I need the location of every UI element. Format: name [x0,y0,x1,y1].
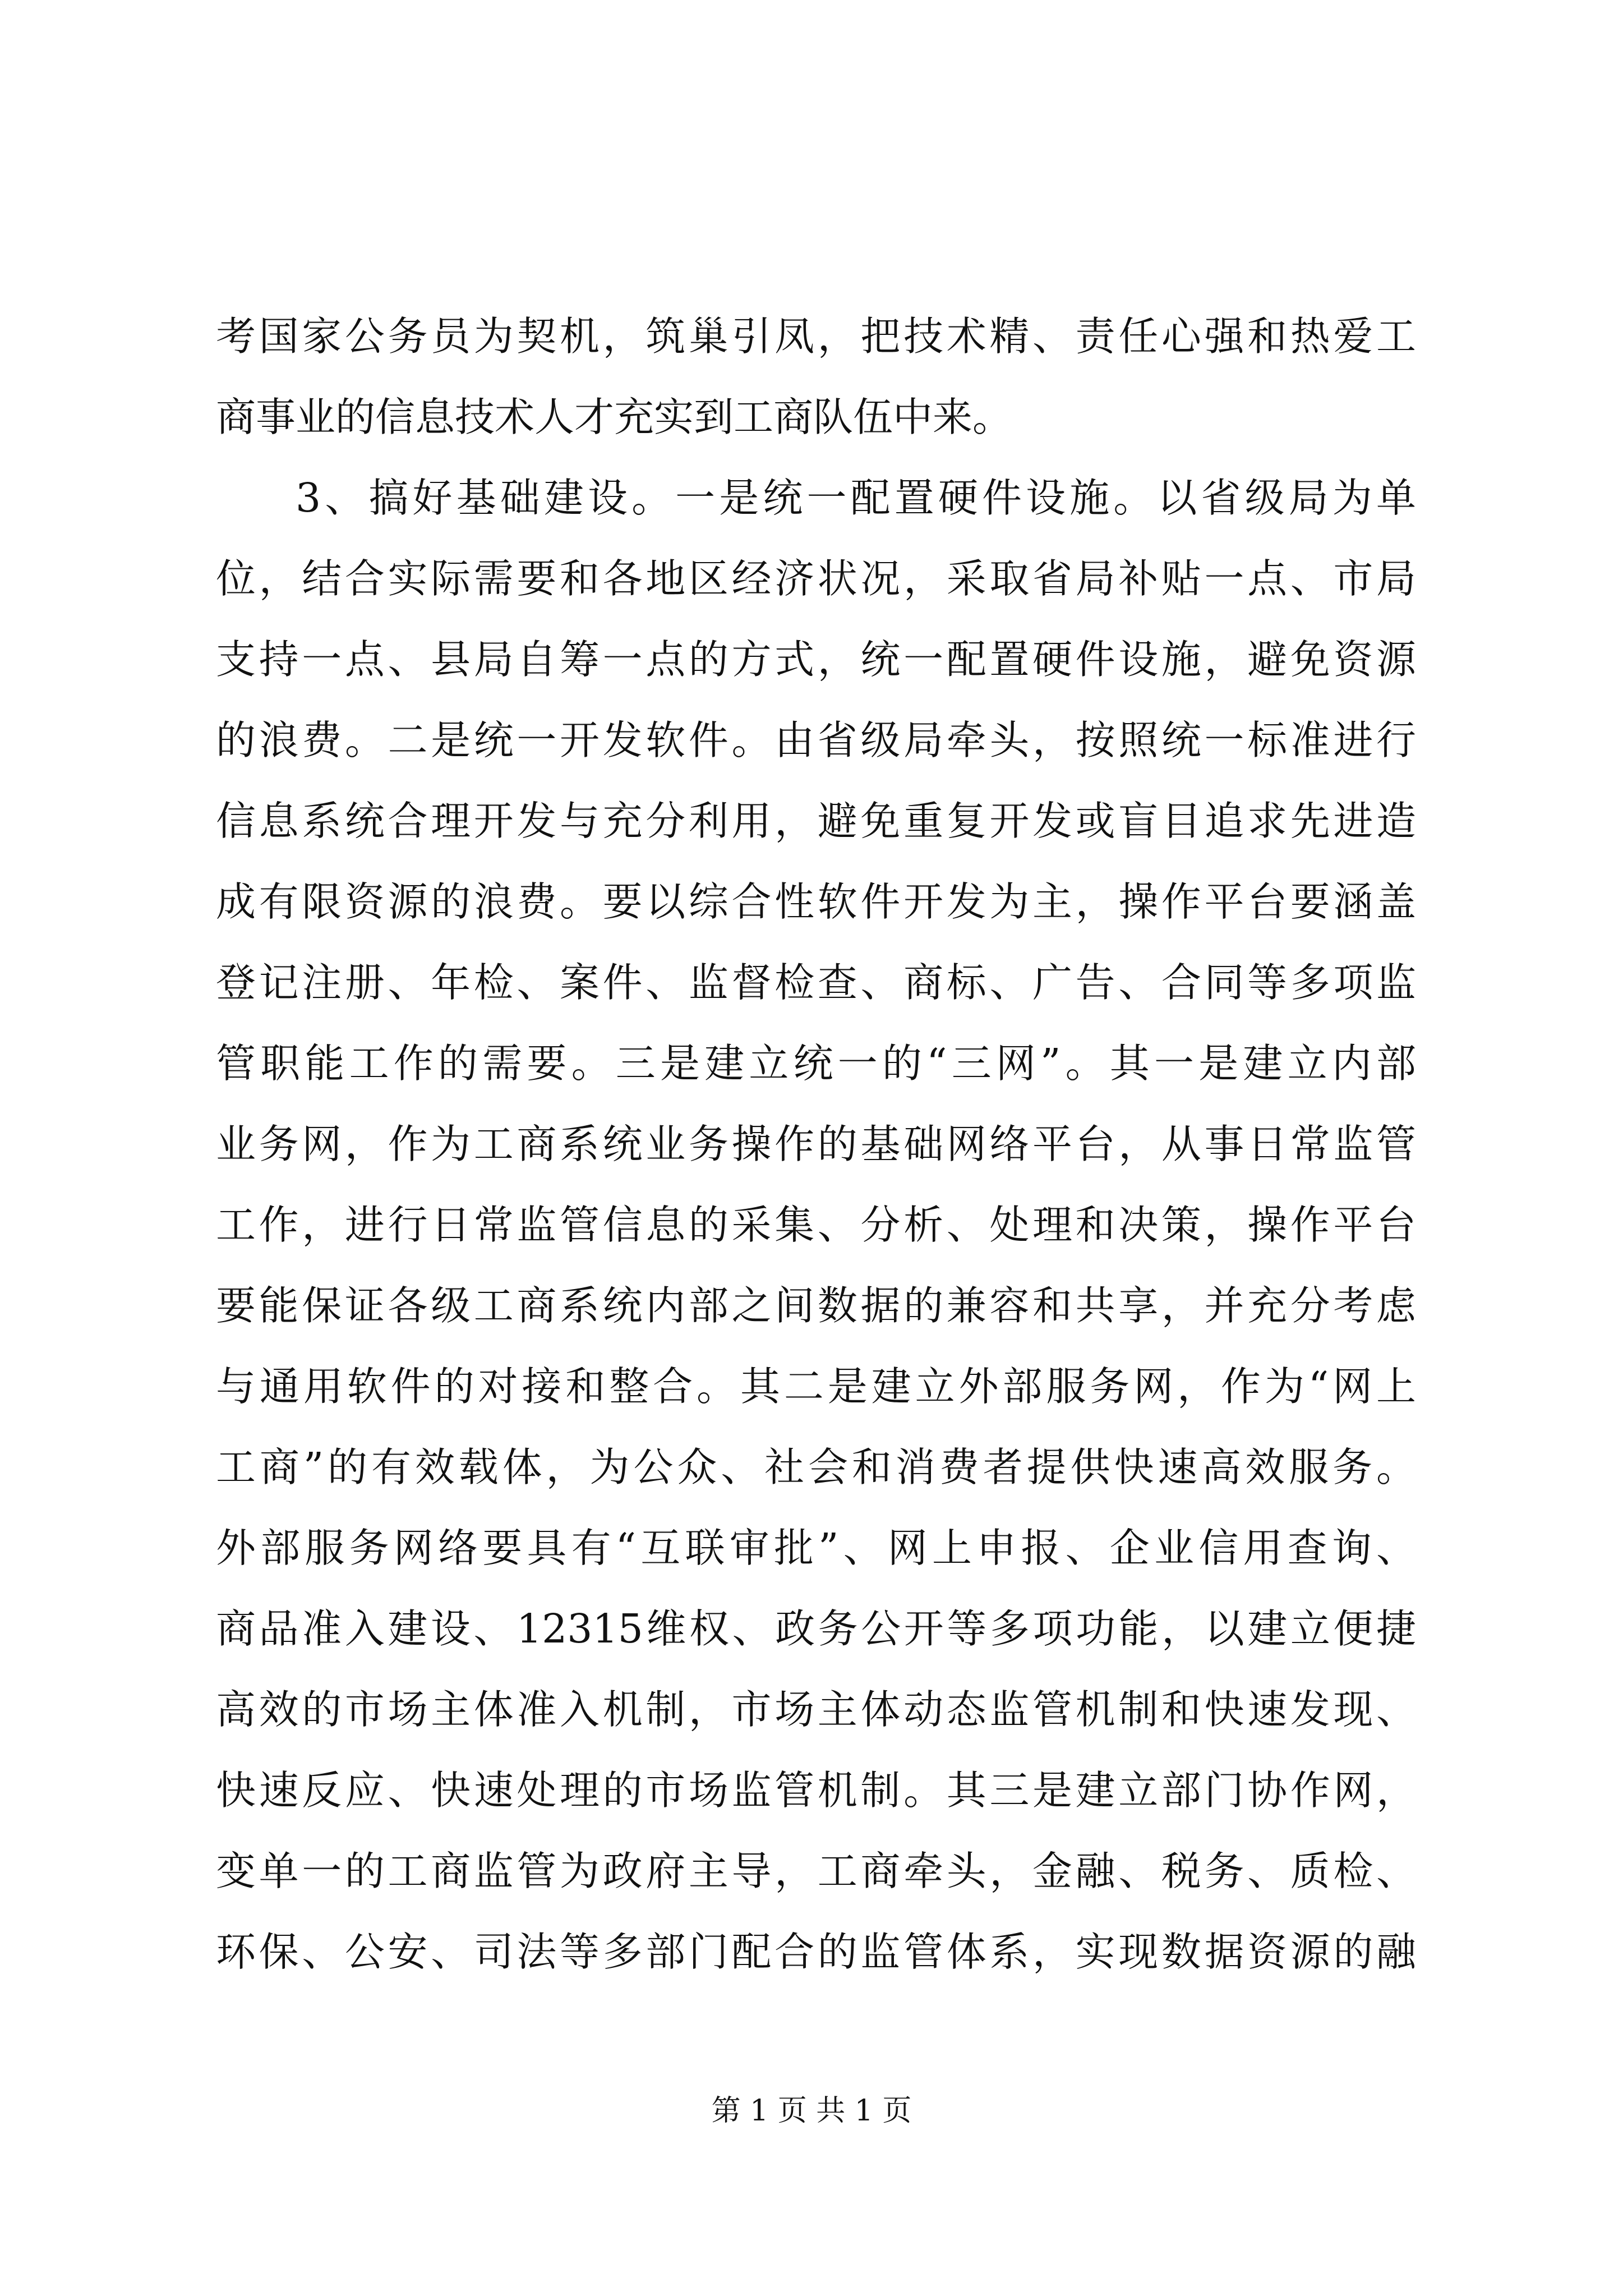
text-line: 3、搞好基础建设。一是统一配置硬件设施。以省级局为单 [296,475,1416,521]
text-line: 环保、公安、司法等多部门配合的监管体系，实现数据资源的融 [216,1929,1416,1975]
text-line: 成有限资源的浪费。要以综合性软件开发为主，操作平台要涵盖 [216,878,1416,925]
text-line: 要能保证各级工商系统内部之间数据的兼容和共享，并充分考虑 [216,1282,1416,1329]
text-line: 管职能工作的需要。三是建立统一的“三网”。其一是建立内部 [216,1040,1416,1087]
page-footer [0,2091,1623,2131]
text-line: 高效的市场主体准入机制，市场主体动态监管机制和快速发现、 [216,1686,1416,1733]
body-text [216,296,1416,1993]
text-line: 登记注册、年检、案件、监督检查、商标、广告、合同等多项监 [216,959,1416,1006]
text-line: 的浪费。二是统一开发软件。由省级局牵头，按照统一标准进行 [216,717,1416,763]
text-line: 位，结合实际需要和各地区经济状况，采取省局补贴一点、市局 [216,555,1416,602]
text-line: 业务网，作为工商系统业务操作的基础网络平台，从事日常监管 [216,1121,1416,1167]
text-line: 快速反应、快速处理的市场监管机制。其三是建立部门协作网， [216,1767,1416,1814]
text-line: 信息系统合理开发与充分利用，避免重复开发或盲目追求先进造 [216,798,1416,844]
text-line: 商事业的信息技术人才充实到工商队伍中来。 [216,394,1013,440]
text-line: 考国家公务员为契机，筑巢引凤，把技术精、责任心强和热爱工 [216,313,1416,360]
text-line: 外部服务网络要具有“互联审批”、网上申报、企业信用查询、 [216,1525,1416,1571]
text-line: 工商”的有效载体，为公众、社会和消费者提供快速高效服务。 [216,1444,1416,1490]
text-line: 商品准入建设、12315维权、政务公开等多项功能，以建立便捷 [216,1605,1416,1652]
text-line: 支持一点、县局自筹一点的方式，统一配置硬件设施，避免资源 [216,636,1416,683]
page-number: 第 1 页 共 1 页 [711,2094,912,2128]
text-line: 工作，进行日常监管信息的采集、分析、处理和决策，操作平台 [216,1202,1416,1248]
text-line: 与通用软件的对接和整合。其二是建立外部服务网，作为“网上 [216,1363,1416,1410]
text-line: 变单一的工商监管为政府主导，工商牵头，金融、税务、质检、 [216,1848,1416,1894]
